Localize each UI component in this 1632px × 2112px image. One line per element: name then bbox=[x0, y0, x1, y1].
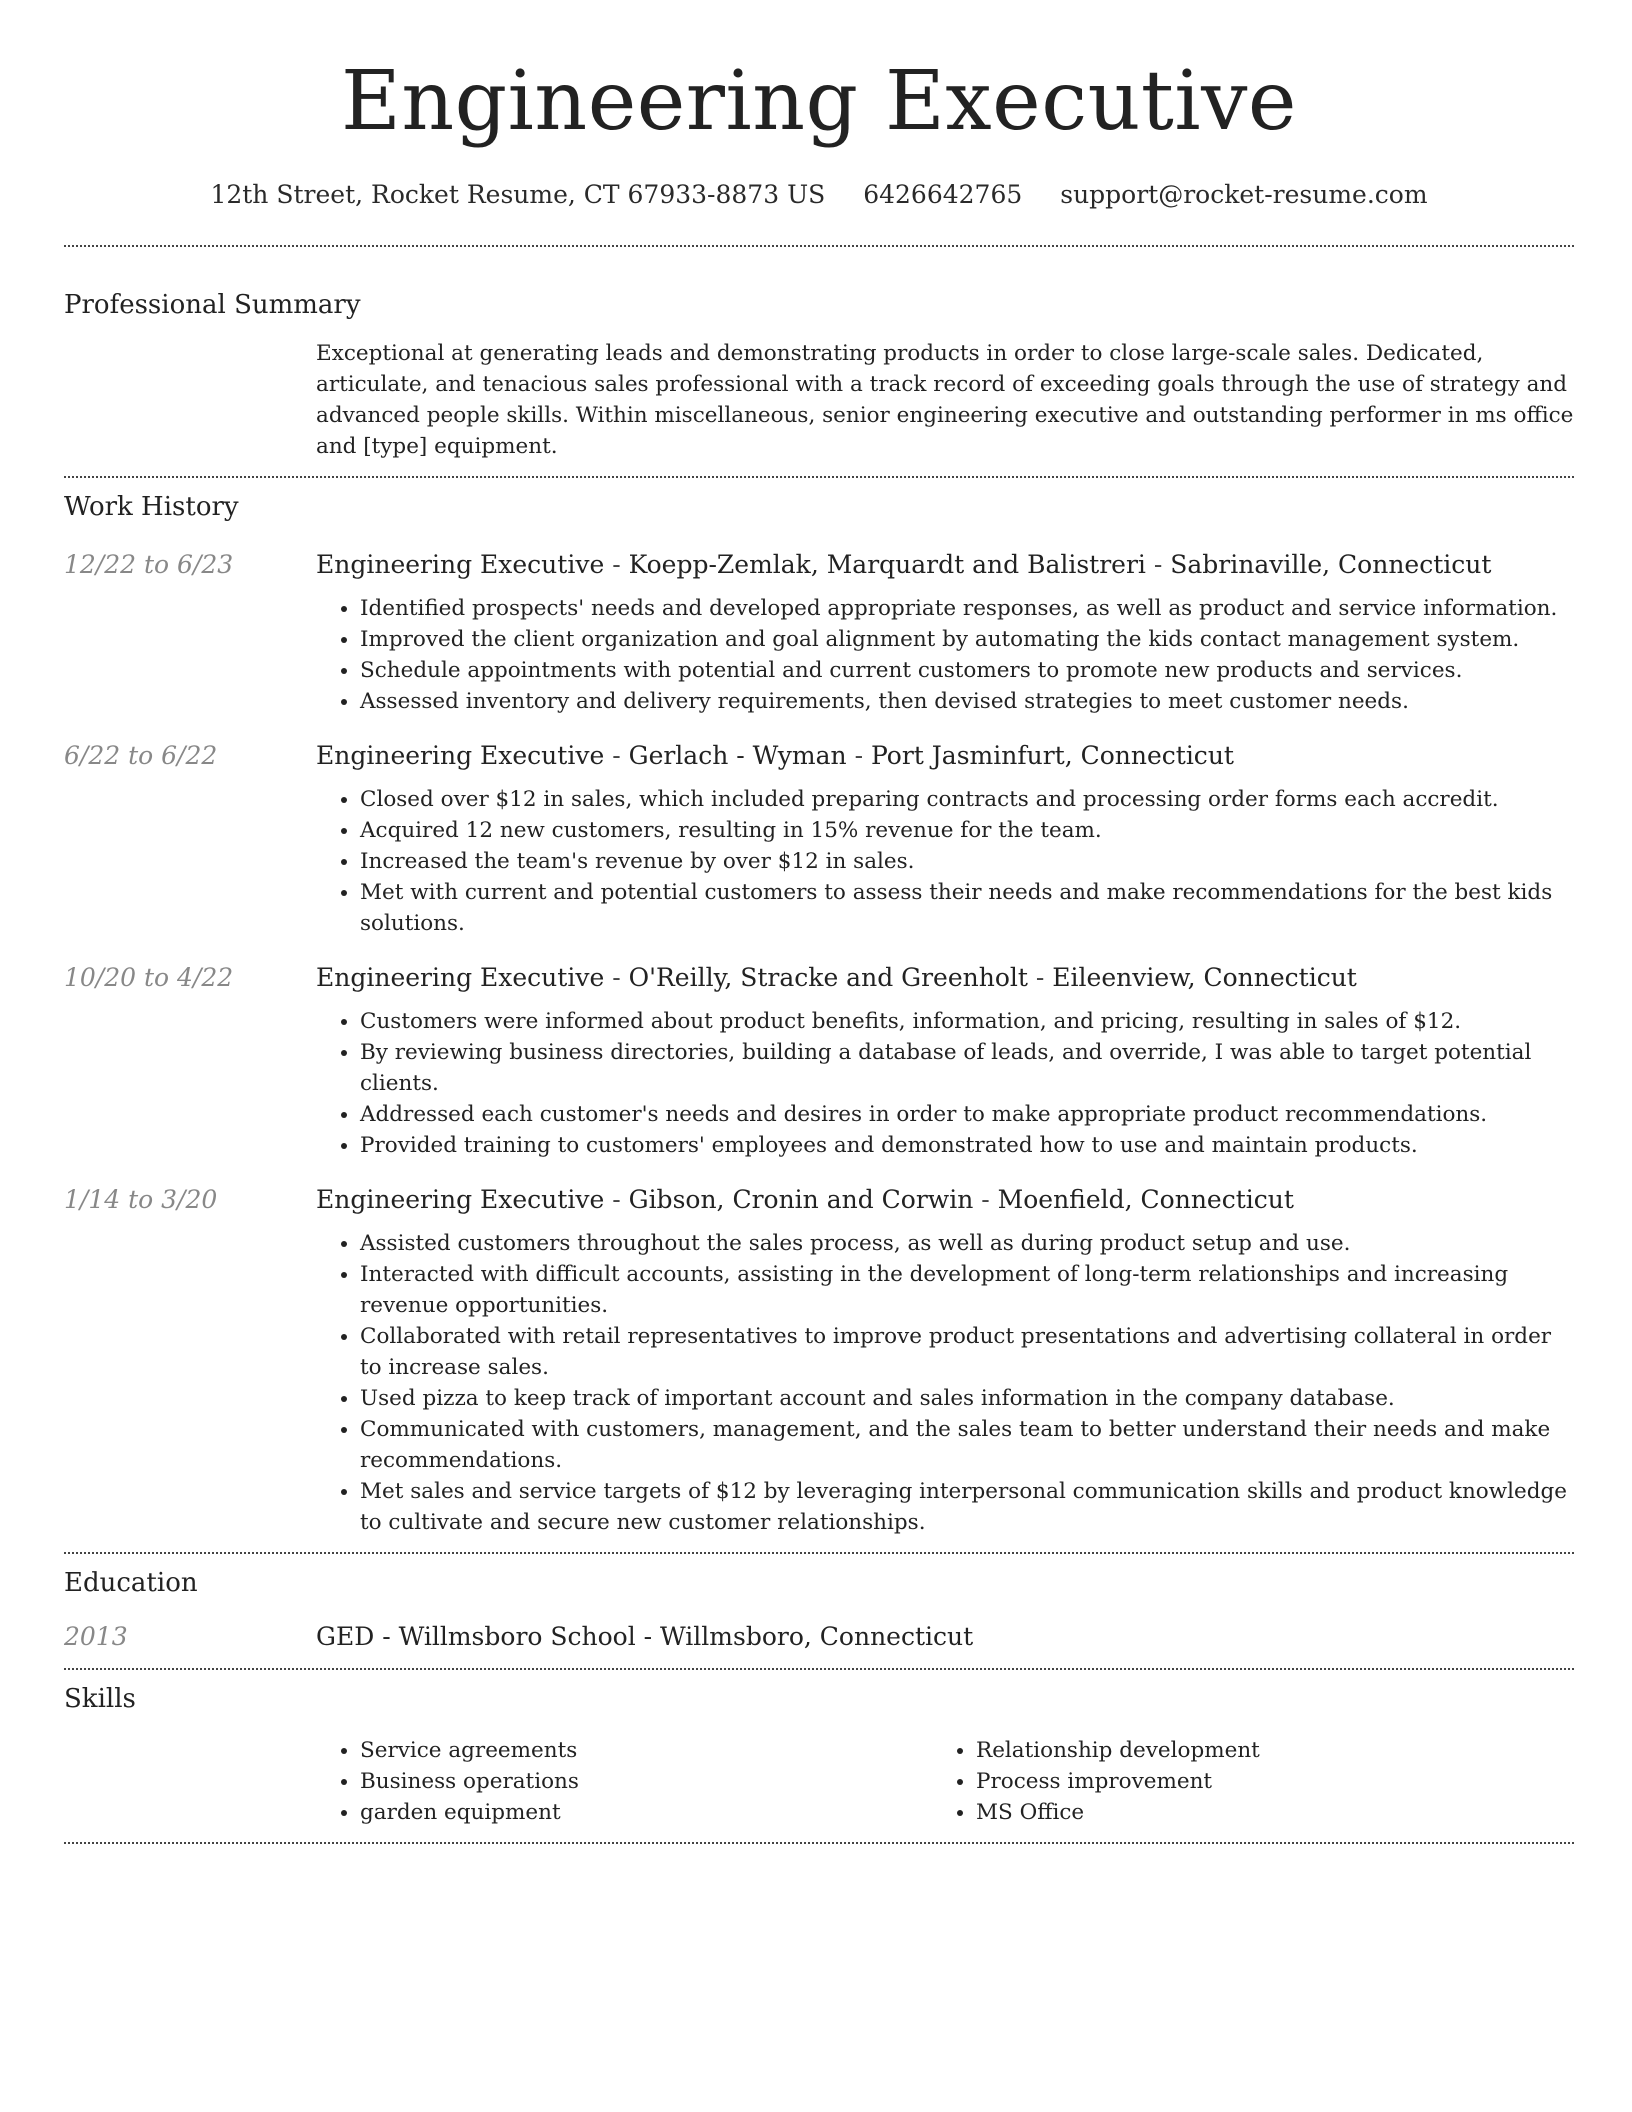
separator: - bbox=[1145, 550, 1171, 579]
skill-item: • Service agreements bbox=[360, 1735, 932, 1766]
skill-item: • MS Office bbox=[976, 1797, 1476, 1828]
job-entry bbox=[64, 548, 1574, 717]
job-body bbox=[316, 1183, 1574, 1538]
job-entry bbox=[64, 739, 1574, 939]
job-bullet: • Acquired 12 new customers, resulting in 15% revenue for the team. bbox=[360, 815, 1574, 846]
skills-column-1 bbox=[316, 1735, 932, 1828]
job-location: Moenfield, Connecticut bbox=[997, 1185, 1294, 1214]
job-heading bbox=[316, 739, 1574, 773]
job-body bbox=[316, 961, 1574, 1161]
separator: - bbox=[604, 1185, 629, 1214]
skills-list bbox=[316, 1735, 1574, 1842]
job-title: Engineering Executive bbox=[316, 741, 605, 770]
job-heading bbox=[316, 961, 1574, 995]
job-bullet: • Interacted with difficult accounts, assisting in the development of long-term relationships and increasing revenue opportunities. bbox=[360, 1259, 1574, 1321]
job-bullets bbox=[316, 784, 1574, 939]
contact-address: 12th Street, Rocket Resume, CT 67933-8873 US bbox=[210, 180, 826, 209]
divider bbox=[64, 245, 1574, 247]
candidate-name: Engineering Executive bbox=[341, 54, 1297, 149]
job-bullet: • Assessed inventory and delivery requirements, then devised strategies to meet customer needs. bbox=[360, 686, 1574, 717]
resume-page bbox=[64, 0, 1574, 1844]
job-bullet: • Identified prospects' needs and developed appropriate responses, as well as product and service information. bbox=[360, 593, 1574, 624]
skill-item: • Business operations bbox=[360, 1766, 932, 1797]
contact-email: support@rocket-resume.com bbox=[1060, 180, 1428, 209]
separator: - bbox=[604, 963, 629, 992]
job-heading bbox=[316, 1183, 1574, 1217]
job-company: O'Reilly, Stracke and Greenholt bbox=[628, 963, 1028, 992]
job-company: Gibson, Cronin and Corwin bbox=[628, 1185, 974, 1214]
skill-item: • Process improvement bbox=[976, 1766, 1476, 1797]
job-bullet: • Closed over $12 in sales, which included preparing contracts and processing order forms each accredit. bbox=[360, 784, 1574, 815]
job-entry bbox=[64, 961, 1574, 1161]
skills-column-2 bbox=[932, 1735, 1476, 1828]
job-title: Engineering Executive bbox=[316, 550, 605, 579]
education-detail: GED - Willmsboro School - Willmsboro, Connecticut bbox=[316, 1622, 974, 1651]
job-heading bbox=[316, 548, 1574, 582]
job-bullet: • Improved the client organization and goal alignment by automating the kids contact management system. bbox=[360, 624, 1574, 655]
job-title: Engineering Executive bbox=[316, 1185, 605, 1214]
job-bullet: • By reviewing business directories, building a database of leads, and override, I was able to target potential clients. bbox=[360, 1037, 1574, 1099]
contact-phone: 6426642765 bbox=[863, 180, 1023, 209]
divider bbox=[64, 476, 1574, 478]
separator: - bbox=[1027, 963, 1053, 992]
job-title: Engineering Executive bbox=[316, 963, 605, 992]
job-bullet: • Addressed each customer's needs and desires in order to make appropriate product recommendations. bbox=[360, 1099, 1574, 1130]
job-body bbox=[316, 739, 1574, 939]
skill-item: • Relationship development bbox=[976, 1735, 1476, 1766]
job-location: Port Jasminfurt, Connecticut bbox=[870, 741, 1234, 770]
summary-text: Exceptional at generating leads and demonstrating products in order to close large-scale sales. Dedicated, articulate, and tenacious sales professional with a track record of exceeding goals through the use of strategy and advanced people skills. Within miscellaneous, senior engineering executive and outstanding performer in ms office and [type] equipment. bbox=[316, 341, 1574, 459]
job-body bbox=[316, 548, 1574, 717]
job-bullet: • Met sales and service targets of $12 by leveraging interpersonal communication skills and product knowledge to cultivate and secure new customer relationships. bbox=[360, 1476, 1574, 1538]
education-year: 2013 bbox=[64, 1622, 128, 1651]
job-bullets bbox=[316, 593, 1574, 717]
job-bullet: • Customers were informed about product benefits, information, and pricing, resulting in sales of $12. bbox=[360, 1006, 1574, 1037]
section-title-skills: Skills bbox=[64, 1684, 136, 1714]
job-bullet: • Collaborated with retail representatives to improve product presentations and advertising collateral in order to increase sales. bbox=[360, 1321, 1574, 1383]
job-bullet: • Used pizza to keep track of important account and sales information in the company database. bbox=[360, 1383, 1574, 1414]
job-date: 1/14 to 3/20 bbox=[64, 1185, 218, 1214]
job-date: 12/22 to 6/23 bbox=[64, 550, 234, 579]
job-location: Sabrinaville, Connecticut bbox=[1170, 550, 1492, 579]
job-bullet: • Communicated with customers, management, and the sales team to better understand their needs and make recommendations. bbox=[360, 1414, 1574, 1476]
job-bullet: • Increased the team's revenue by over $12 in sales. bbox=[360, 846, 1574, 877]
contact-line bbox=[64, 178, 1574, 212]
job-bullet: • Met with current and potential customers to assess their needs and make recommendations for the best kids solutions. bbox=[360, 877, 1574, 939]
separator: - bbox=[846, 741, 871, 770]
job-entry bbox=[64, 1183, 1574, 1538]
work-history-list bbox=[64, 548, 1574, 1538]
separator: - bbox=[973, 1185, 998, 1214]
section-title-summary: Professional Summary bbox=[64, 290, 361, 320]
job-date: 10/20 to 4/22 bbox=[64, 963, 234, 992]
section-title-work-history: Work History bbox=[64, 492, 239, 522]
job-bullet: • Provided training to customers' employees and demonstrated how to use and maintain products. bbox=[360, 1130, 1574, 1161]
education-entry bbox=[64, 1620, 1574, 1668]
section-title-education: Education bbox=[64, 1568, 198, 1598]
divider bbox=[64, 1668, 1574, 1670]
separator: - bbox=[604, 741, 629, 770]
job-company: Koepp-Zemlak, Marquardt and Balistreri bbox=[628, 550, 1146, 579]
skill-item: • garden equipment bbox=[360, 1797, 932, 1828]
job-bullet: • Schedule appointments with potential and current customers to promote new products and services. bbox=[360, 655, 1574, 686]
job-bullets bbox=[316, 1006, 1574, 1161]
job-date: 6/22 to 6/22 bbox=[64, 741, 218, 770]
job-bullet: • Assisted customers throughout the sales process, as well as during product setup and use. bbox=[360, 1228, 1574, 1259]
divider bbox=[64, 1552, 1574, 1554]
separator: - bbox=[604, 550, 629, 579]
job-location: Eileenview, Connecticut bbox=[1052, 963, 1357, 992]
job-bullets bbox=[316, 1228, 1574, 1538]
divider bbox=[64, 1842, 1574, 1844]
job-company: Gerlach - Wyman bbox=[628, 741, 847, 770]
